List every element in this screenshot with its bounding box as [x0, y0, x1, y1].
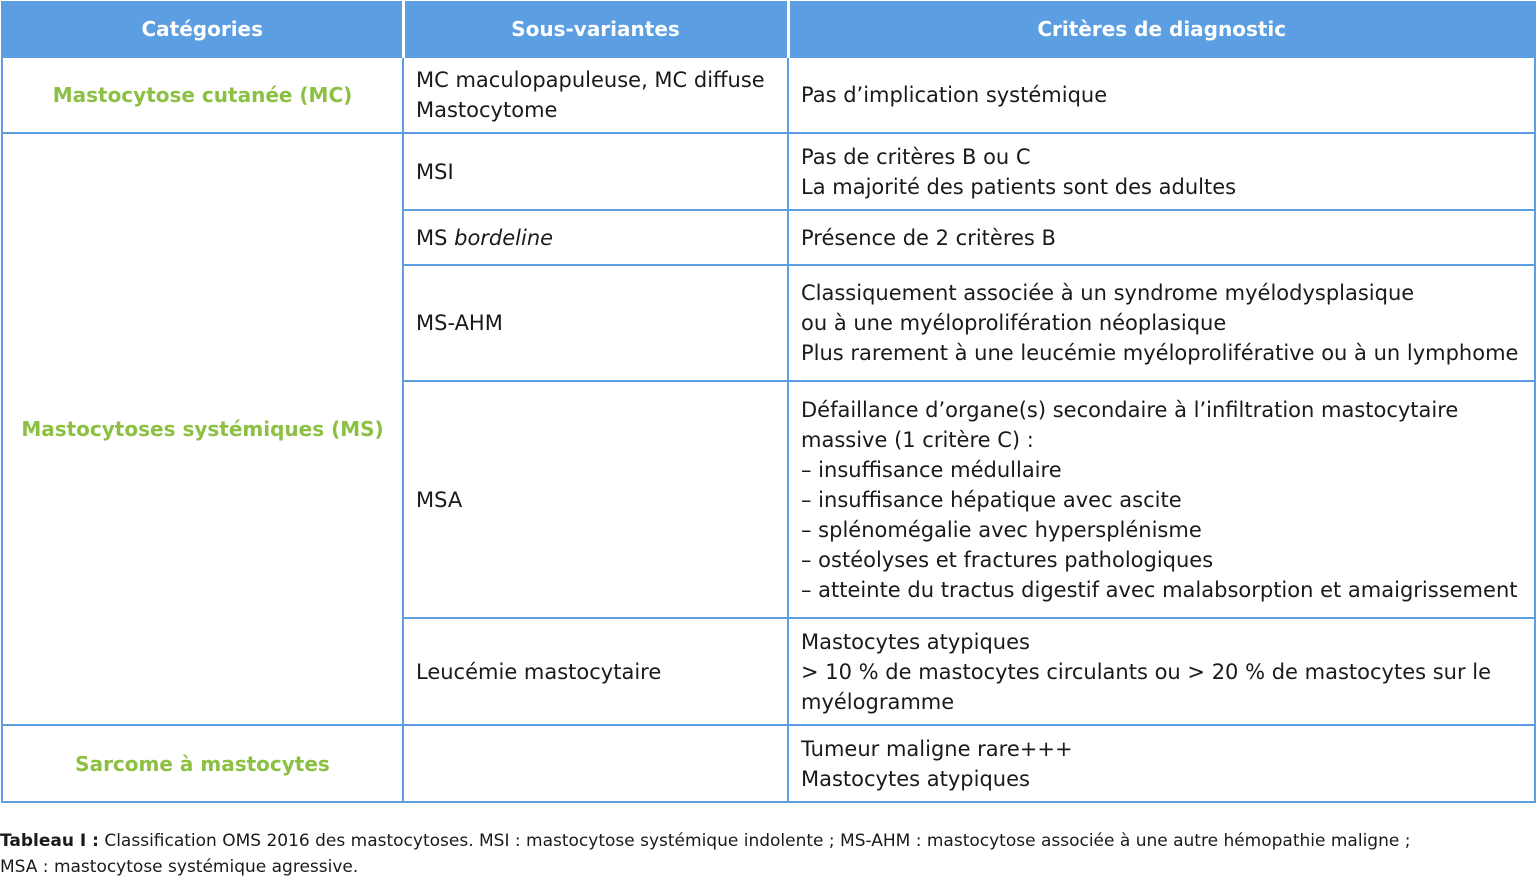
header-categories: Catégories	[2, 1, 403, 57]
caption-line-1	[0, 828, 1536, 854]
subvariant-sarcoma	[403, 725, 788, 802]
header-criteria: Critères de diagnostic	[788, 1, 1535, 57]
caption-label: Tableau I :	[0, 831, 99, 851]
criteria-msi	[788, 133, 1535, 210]
caption-text-1: Classification OMS 2016 des mastocytoses. MSI : mastocytose systémique indolente ; MS-AHM : mastocytose associée à une autre hémopathie maligne ;	[98, 831, 1411, 851]
criteria-line: Présence de 2 critères B	[801, 225, 1056, 250]
criteria-line: – atteinte du tractus digestif avec malabsorption et amaigrissement	[801, 577, 1518, 602]
header-subvariants: Sous-variantes	[403, 1, 788, 57]
criteria-line: – splénomégalie avec hypersplénisme	[801, 517, 1202, 542]
criteria-line: – insuffisance hépatique avec ascite	[801, 487, 1182, 512]
criteria-line: massive (1 critère C) :	[801, 427, 1034, 452]
subvariant-msa: MSA	[403, 381, 788, 618]
classification-table	[1, 1, 1536, 803]
criteria-line: myélogramme	[801, 689, 955, 714]
criteria-line: Tumeur maligne rare+++	[801, 736, 1073, 761]
subvariant-ms-ahm: MS-AHM	[403, 265, 788, 381]
criteria-line: Pas d’implication systémique	[801, 83, 1108, 107]
caption-line-2: MSA : mastocytose systémique agressive.	[0, 857, 359, 877]
criteria-line: – insuffisance médullaire	[801, 457, 1062, 482]
criteria-line: Défaillance d’organe(s) secondaire à l’infiltration mastocytaire	[801, 397, 1459, 422]
table-caption	[0, 828, 1536, 880]
table-row-msi	[2, 133, 1535, 210]
criteria-line: > 10 % de mastocytes circulants ou > 20 % de mastocytes sur le	[801, 659, 1492, 684]
criteria-line: Mastocytes atypiques	[801, 766, 1030, 791]
category-sarcoma: Sarcome à mastocytes	[2, 725, 403, 802]
criteria-line: Plus rarement à une leucémie myéloproliférative ou à un lymphome	[801, 341, 1519, 365]
criteria-ms-bordeline	[788, 210, 1535, 265]
criteria-line: Mastocytes atypiques	[801, 629, 1030, 654]
subvariant-leukemia: Leucémie mastocytaire	[403, 618, 788, 725]
criteria-leukemia	[788, 618, 1535, 725]
subvariant-msi: MSI	[403, 133, 788, 210]
criteria-cutaneous	[788, 57, 1535, 133]
criteria-line: Classiquement associée à un syndrome myélodysplasique	[801, 281, 1415, 305]
criteria-sarcoma	[788, 725, 1535, 802]
criteria-ms-ahm	[788, 265, 1535, 381]
criteria-line: Pas de critères B ou C	[801, 144, 1031, 169]
subvariant-cutaneous	[403, 57, 788, 133]
subvariant-ms-bordeline	[403, 210, 788, 265]
subvariant-italic: bordeline	[454, 225, 554, 250]
subvariant-line: Mastocytome	[416, 98, 558, 122]
header-row	[2, 1, 1535, 57]
criteria-line: – ostéolyses et fractures pathologiques	[801, 547, 1214, 572]
table-row-cutaneous	[2, 57, 1535, 133]
table-row-sarcoma	[2, 725, 1535, 802]
subvariant-line: MC maculopapuleuse, MC diffuse	[416, 68, 765, 92]
criteria-line: La majorité des patients sont des adultes	[801, 174, 1237, 199]
criteria-msa	[788, 381, 1535, 618]
subvariant-prefix: MS	[416, 225, 455, 250]
criteria-line: ou à une myéloprolifération néoplasique	[801, 311, 1227, 335]
category-cutaneous: Mastocytose cutanée (MC)	[2, 57, 403, 133]
category-systemic: Mastocytoses systémiques (MS)	[2, 133, 403, 725]
